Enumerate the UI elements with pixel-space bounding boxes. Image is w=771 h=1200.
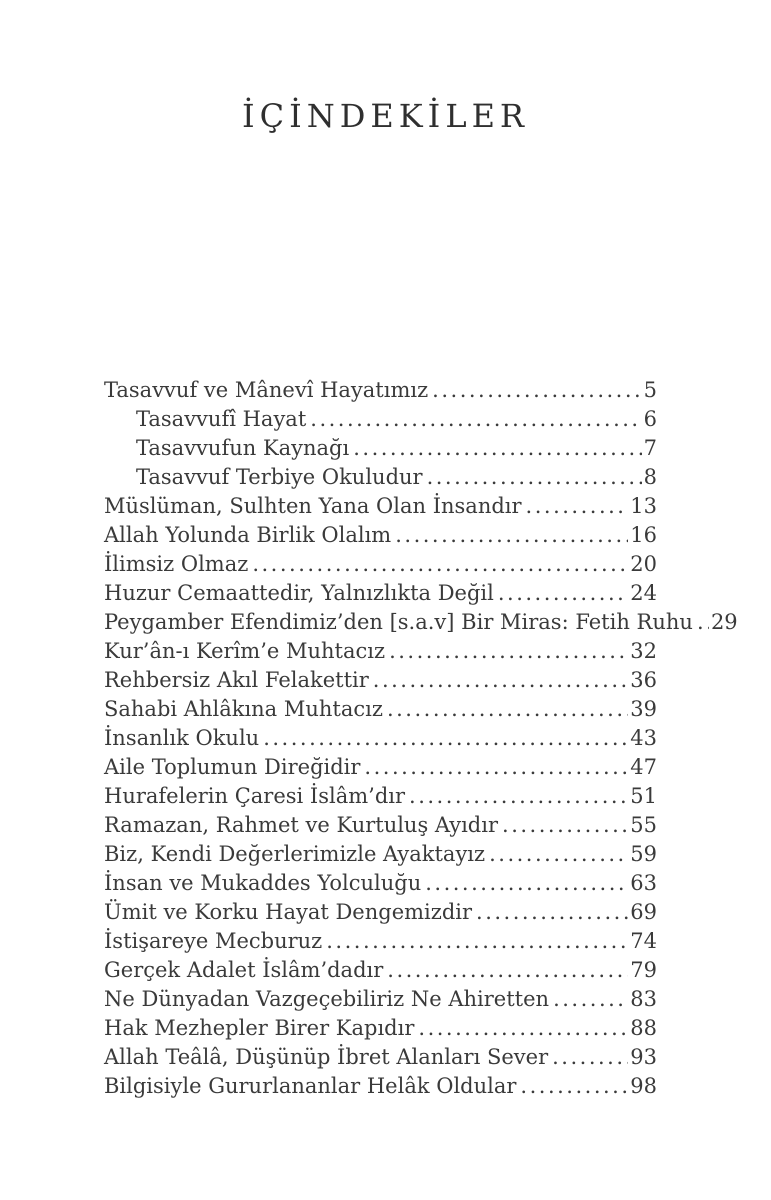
toc-entry-page-number: 63 bbox=[630, 871, 657, 895]
dot-leader bbox=[489, 840, 628, 869]
toc-entry bbox=[104, 376, 657, 405]
toc-entry-page-number: 69 bbox=[630, 900, 657, 924]
dot-leader bbox=[310, 405, 641, 434]
dot-leader bbox=[326, 927, 628, 956]
toc-entry-page-number: 98 bbox=[630, 1074, 657, 1098]
toc-entry-page-number: 36 bbox=[630, 668, 657, 692]
toc-entry-label: Ümit ve Korku Hayat Dengemizdir bbox=[104, 900, 473, 924]
toc-entry-label: Huzur Cemaattedir, Yalnızlıkta Değil bbox=[104, 581, 494, 605]
toc-entry-page-number: 43 bbox=[630, 726, 657, 750]
toc-entry bbox=[104, 927, 657, 956]
toc-entry-page-number: 47 bbox=[630, 755, 657, 779]
toc-entry-page-number: 59 bbox=[630, 842, 657, 866]
dot-leader bbox=[425, 869, 628, 898]
toc-entry-label: Biz, Kendi Değerlerimizle Ayaktayız bbox=[104, 842, 486, 866]
dot-leader bbox=[418, 1014, 628, 1043]
toc-entry bbox=[104, 550, 657, 579]
toc-entry-page-number: 79 bbox=[630, 958, 657, 982]
toc-entry-page-number: 7 bbox=[643, 436, 657, 460]
page-title: İÇİNDEKİLER bbox=[241, 97, 530, 135]
toc-entry-page-number: 20 bbox=[630, 552, 657, 576]
toc-entry bbox=[104, 753, 657, 782]
toc-entry bbox=[104, 811, 657, 840]
toc-entry-label: Tasavvufî Hayat bbox=[136, 407, 307, 431]
toc-entry-label: Sahabi Ahlâkına Muhtacız bbox=[104, 697, 383, 721]
toc-entry bbox=[104, 434, 657, 463]
toc-entry bbox=[104, 492, 657, 521]
toc-entry-label: Allah Yolunda Birlik Olalım bbox=[104, 523, 392, 547]
toc-entry bbox=[104, 608, 738, 637]
toc-entry-label: İnsan ve Mukaddes Yolculuğu bbox=[104, 871, 422, 895]
toc-entry-label: İlimsiz Olmaz bbox=[104, 552, 249, 576]
dot-leader bbox=[395, 521, 628, 550]
toc-entry bbox=[104, 956, 657, 985]
toc-entry-page-number: 74 bbox=[630, 929, 657, 953]
toc-entry-label: Müslüman, Sulhten Yana Olan İnsandır bbox=[104, 494, 522, 518]
toc-entry-label: Tasavvuf Terbiye Okuludur bbox=[136, 465, 423, 489]
dot-leader bbox=[252, 550, 628, 579]
toc-entry bbox=[104, 405, 657, 434]
toc-entry-label: İnsanlık Okulu bbox=[104, 726, 260, 750]
dot-leader bbox=[432, 376, 641, 405]
dot-leader bbox=[387, 695, 628, 724]
toc-entry-page-number: 51 bbox=[630, 784, 657, 808]
toc-entry-label: Ramazan, Rahmet ve Kurtuluş Ayıdır bbox=[104, 813, 499, 837]
toc-entry-label: Rehbersiz Akıl Felakettir bbox=[104, 668, 369, 692]
toc-entry bbox=[104, 1014, 657, 1043]
toc-entry-page-number: 8 bbox=[643, 465, 657, 489]
toc-entry-label: Hak Mezhepler Birer Kapıdır bbox=[104, 1016, 415, 1040]
toc-entry-page-number: 24 bbox=[630, 581, 657, 605]
toc-entry-page-number: 16 bbox=[630, 523, 657, 547]
dot-leader bbox=[526, 492, 629, 521]
dot-leader bbox=[364, 753, 628, 782]
toc-entry-page-number: 29 bbox=[710, 610, 738, 634]
toc-entry-label: Tasavvuf ve Mânevî Hayatımız bbox=[104, 378, 429, 402]
toc-entry bbox=[104, 637, 657, 666]
dot-leader bbox=[387, 956, 628, 985]
dot-leader bbox=[697, 608, 709, 637]
dot-leader bbox=[476, 898, 628, 927]
toc-entry-label: Gerçek Adalet İslâm’dadır bbox=[104, 958, 384, 982]
toc-entry bbox=[104, 666, 657, 695]
toc-entry bbox=[104, 898, 657, 927]
toc-entry-label: Bilgisiyle Gururlananlar Helâk Oldular bbox=[104, 1074, 517, 1098]
dot-leader bbox=[502, 811, 628, 840]
toc-entry-page-number: 13 bbox=[630, 494, 657, 518]
toc-entry-page-number: 93 bbox=[630, 1045, 657, 1069]
dot-leader bbox=[263, 724, 628, 753]
dot-leader bbox=[520, 1072, 628, 1101]
toc-entry bbox=[104, 782, 657, 811]
toc-entry-label: Kur’ân-ı Kerîm’e Muhtacız bbox=[104, 639, 386, 663]
toc-entry-page-number: 39 bbox=[630, 697, 657, 721]
toc-entry bbox=[104, 724, 657, 753]
toc-entry-label: Peygamber Efendimiz’den [s.a.v] Bir Miras: Fetih Ruhu bbox=[104, 610, 693, 634]
dot-leader bbox=[498, 579, 628, 608]
toc-entry-label: Aile Toplumun Direğidir bbox=[104, 755, 361, 779]
dot-leader bbox=[389, 637, 628, 666]
toc-entry bbox=[104, 1072, 657, 1101]
toc-entry-page-number: 6 bbox=[643, 407, 657, 431]
dot-leader bbox=[552, 1043, 628, 1072]
toc-entry-label: Hurafelerin Çaresi İslâm’dır bbox=[104, 784, 406, 808]
table-of-contents bbox=[104, 376, 738, 1101]
toc-entry bbox=[104, 695, 657, 724]
toc-entry-page-number: 32 bbox=[630, 639, 657, 663]
toc-entry-page-number: 83 bbox=[630, 987, 657, 1011]
dot-leader bbox=[427, 463, 642, 492]
toc-entry bbox=[104, 521, 657, 550]
toc-entry bbox=[104, 463, 657, 492]
toc-entry bbox=[104, 1043, 657, 1072]
dot-leader bbox=[353, 434, 641, 463]
dot-leader bbox=[373, 666, 628, 695]
dot-leader bbox=[409, 782, 628, 811]
dot-leader bbox=[553, 985, 628, 1014]
toc-entry bbox=[104, 840, 657, 869]
toc-entry-page-number: 55 bbox=[630, 813, 657, 837]
toc-entry-label: Tasavvufun Kaynağı bbox=[136, 436, 350, 460]
toc-entry-label: İstişareye Mecburuz bbox=[104, 929, 323, 953]
toc-entry-label: Ne Dünyadan Vazgeçebiliriz Ne Ahiretten bbox=[104, 987, 550, 1011]
toc-entry bbox=[104, 869, 657, 898]
toc-entry bbox=[104, 985, 657, 1014]
toc-entry-page-number: 88 bbox=[630, 1016, 657, 1040]
toc-entry-label: Allah Teâlâ, Düşünüp İbret Alanları Sever bbox=[104, 1045, 549, 1069]
toc-entry bbox=[104, 579, 657, 608]
toc-entry-page-number: 5 bbox=[643, 378, 657, 402]
